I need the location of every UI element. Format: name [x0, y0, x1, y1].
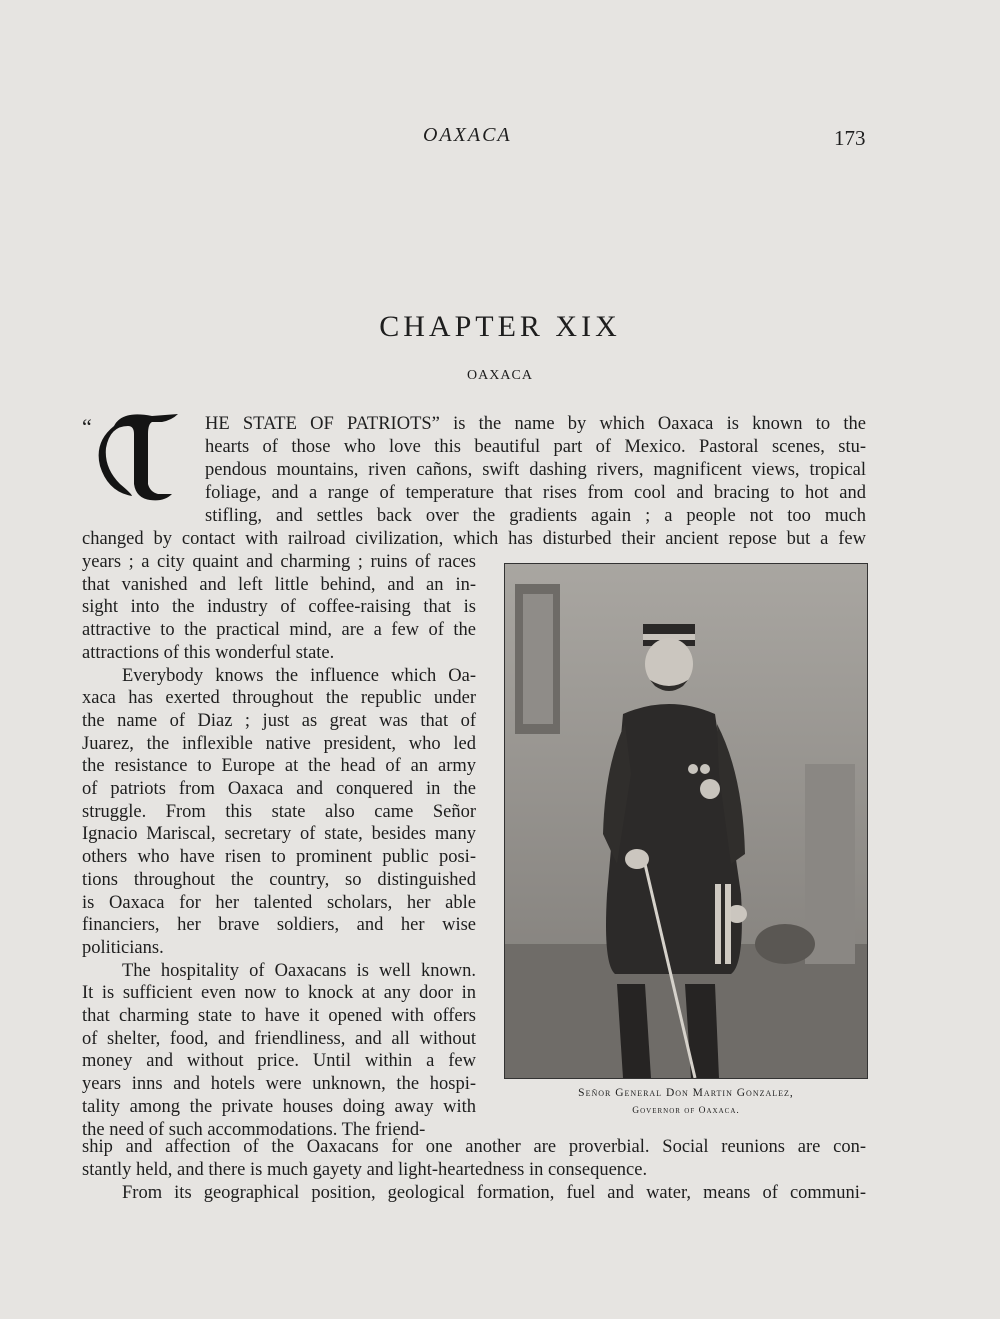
text-line: HE STATE OF PATRIOTS” is the name by which Oaxaca is known to the [205, 414, 866, 434]
figure-caption: Señor General Don Martin Gonzalez, [578, 1087, 794, 1099]
text-line: of patriots from Oaxaca and conquered in the [82, 779, 476, 799]
text-line: the name of Diaz ; just as great was that of [82, 710, 476, 731]
text-line: attractions of this wonderful state. [82, 642, 335, 663]
text-line: It is sufficient even now to knock at any door in [82, 983, 476, 1004]
text-line: foliage, and a range of temperature that rises from cool and bracing to hot and [205, 483, 866, 503]
chapter-title: CHAPTER XIX [379, 310, 621, 343]
running-head: OAXACA [423, 124, 512, 146]
text-line: of shelter, food, and friendliness, and all without [82, 1028, 476, 1049]
opening-quote-mark: “ [82, 414, 92, 439]
text-line: xaca has exerted throughout the republic under [82, 688, 476, 709]
text-line: The hospitality of Oaxacans is well known. [122, 960, 476, 981]
text-line: financiers, her brave soldiers, and her wise [82, 915, 476, 936]
text-line: years inns and hotels were unknown, the hospi- [82, 1074, 476, 1095]
text-line: stifling, and settles back over the gradients again ; a people not too much [205, 506, 866, 526]
text-line: money and without price. Until within a few [82, 1051, 476, 1072]
text-line: tality among the private houses doing away with [82, 1096, 476, 1117]
text-line: stantly held, and there is much gayety and light-heartedness in consequence. [82, 1160, 648, 1180]
dropcap-letter [92, 404, 182, 504]
text-line: others who have risen to prominent public posi- [82, 847, 476, 868]
text-line: the need of such accommodations. The friend- [82, 1119, 426, 1140]
portrait-photo [504, 563, 868, 1079]
text-line: sight into the industry of coffee-raising that is [82, 597, 476, 618]
page-number: 173 [834, 126, 866, 150]
text-line: struggle. From this state also came Señor [82, 801, 476, 822]
text-line-full: changed by contact with railroad civilization, which has disturbed their ancient repose but a few [82, 529, 866, 549]
text-line: attractive to the practical mind, are a few of the [82, 620, 476, 641]
portrait-illustration [505, 564, 867, 1078]
text-line: that charming state to have it opened with offers [82, 1006, 476, 1026]
chapter-subtitle: OAXACA [467, 368, 533, 383]
text-line: tions throughout the country, so distinguished [82, 869, 476, 890]
text-line: pendous mountains, riven cañons, swift dashing rivers, magnificent views, tropical [205, 460, 866, 480]
text-line: the resistance to Europe at the head of an army [82, 756, 476, 777]
text-line: Everybody knows the influence which Oa- [122, 665, 476, 686]
text-line: ship and affection of the Oaxacans for one another are proverbial. Social reunions are con- [82, 1137, 866, 1157]
text-line: years ; a city quaint and charming ; ruins of races [82, 552, 476, 572]
text-line: politicians. [82, 937, 164, 958]
text-line: is Oaxaca for her talented scholars, her able [82, 892, 476, 913]
text-line: From its geographical position, geological formation, fuel and water, means of communi- [122, 1183, 866, 1203]
figure-caption-subtitle: Governor of Oaxaca. [632, 1106, 740, 1116]
text-line: Juarez, the inflexible native president, who led [82, 733, 476, 754]
text-line: that vanished and left little behind, and an in- [82, 574, 476, 595]
text-line: hearts of those who love this beautiful part of Mexico. Pastoral scenes, stu- [205, 437, 866, 457]
text-line: Ignacio Mariscal, secretary of state, besides many [82, 824, 476, 845]
